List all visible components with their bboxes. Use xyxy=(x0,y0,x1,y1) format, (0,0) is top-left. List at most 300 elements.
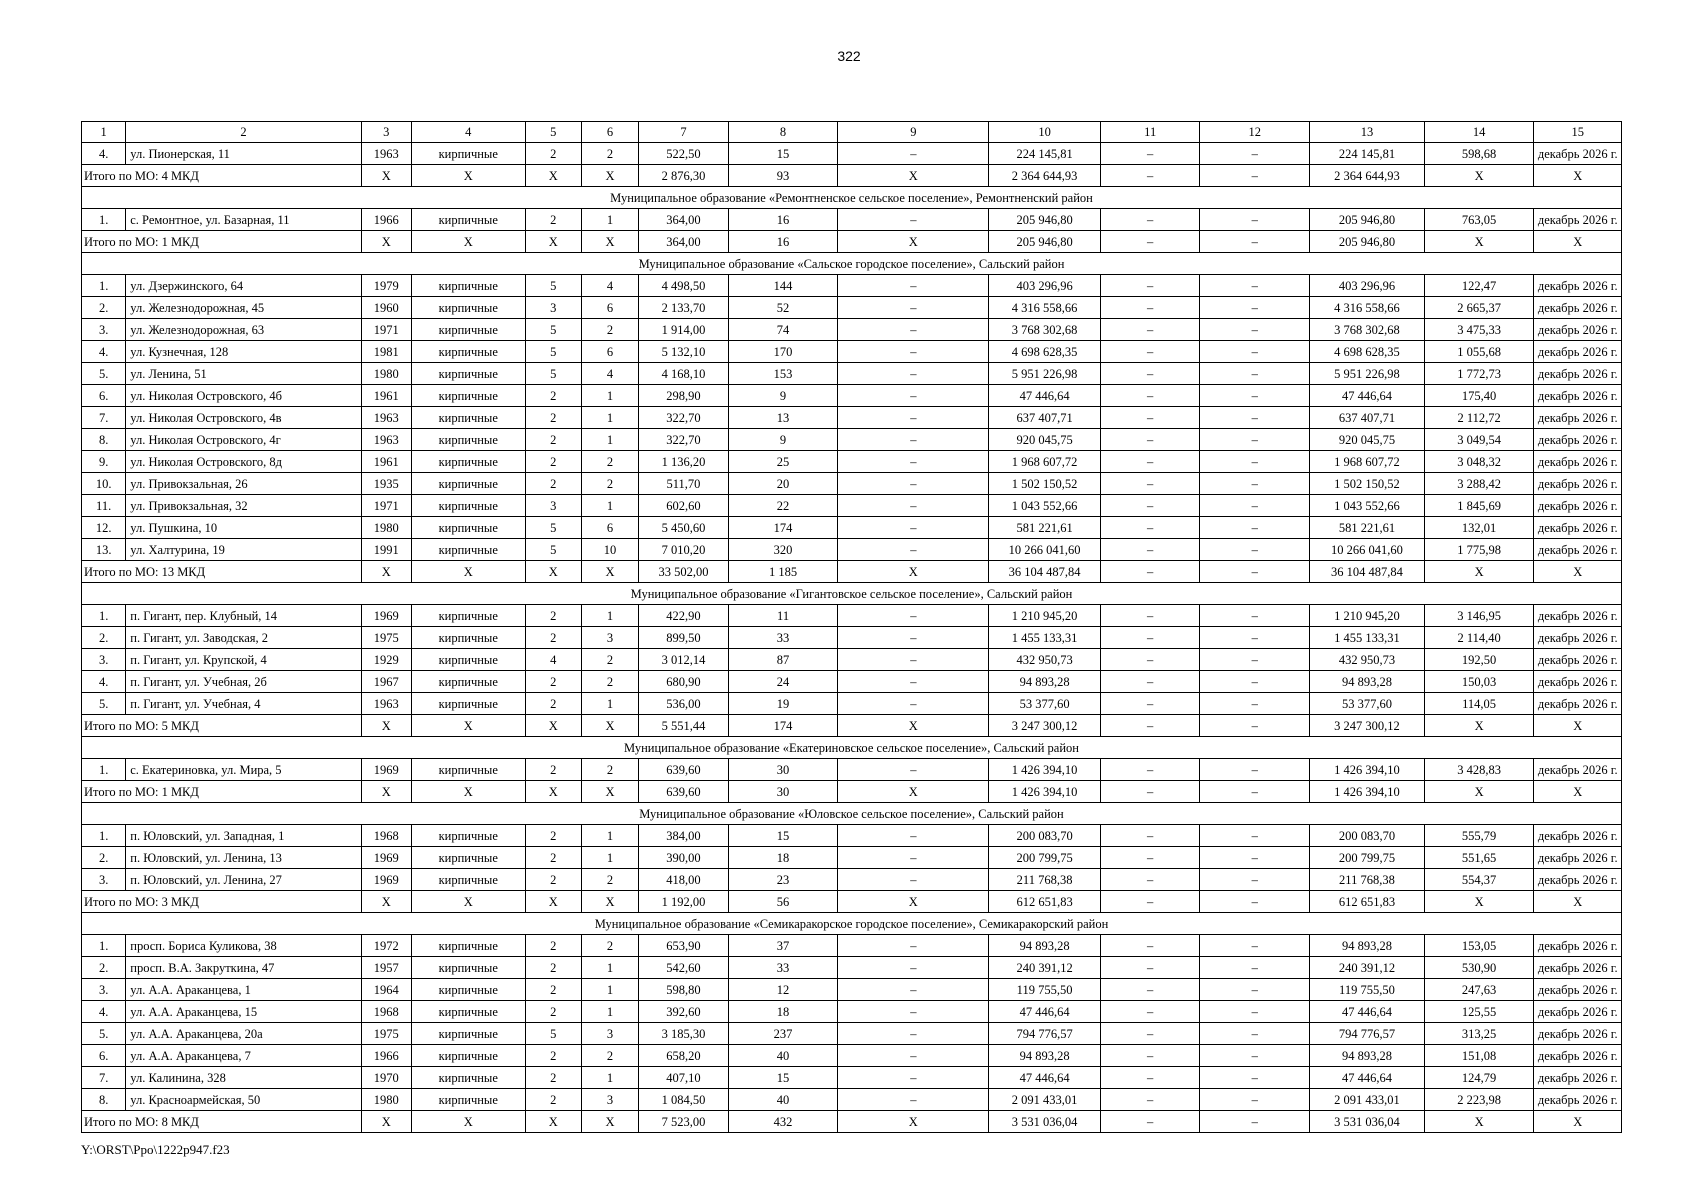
municipality-section-title: Муниципальное образование «Сальское городское поселение», Сальский район xyxy=(82,253,1622,275)
column-header-cell: 15 xyxy=(1534,122,1622,143)
table-cell: 47 446,64 xyxy=(1310,1001,1425,1023)
table-cell: – xyxy=(1100,825,1200,847)
table-cell: – xyxy=(838,297,989,319)
total-value-cell: X xyxy=(1424,781,1534,803)
address-cell: ул. Пушкина, 10 xyxy=(126,517,361,539)
table-cell: 20 xyxy=(728,473,838,495)
row-number-cell: 6. xyxy=(82,1045,126,1067)
table-cell: 23 xyxy=(728,869,838,891)
total-value-cell: 1 426 394,10 xyxy=(1310,781,1425,803)
table-cell: 551,65 xyxy=(1424,847,1534,869)
table-cell: 542,60 xyxy=(639,957,729,979)
table-cell: декабрь 2026 г. xyxy=(1534,451,1622,473)
table-cell: 1975 xyxy=(361,627,411,649)
table-cell: – xyxy=(1100,473,1200,495)
table-cell: 432 950,73 xyxy=(1310,649,1425,671)
table-cell: – xyxy=(838,1089,989,1111)
table-cell: 2 223,98 xyxy=(1424,1089,1534,1111)
table-cell: 1 455 133,31 xyxy=(989,627,1101,649)
total-value-cell: X xyxy=(525,165,581,187)
table-cell: 1 502 150,52 xyxy=(989,473,1101,495)
table-cell: 598,68 xyxy=(1424,143,1534,165)
footer-file-path: Y:\ORST\Ppo\1222p947.f23 xyxy=(81,1142,230,1157)
total-value-cell: X xyxy=(1534,231,1622,253)
municipality-section-row xyxy=(82,913,1622,935)
table-cell: – xyxy=(1100,297,1200,319)
table-cell: 205 946,80 xyxy=(1310,209,1425,231)
municipality-total-row xyxy=(82,165,1622,187)
total-value-cell: X xyxy=(1424,561,1534,583)
table-cell: 125,55 xyxy=(1424,1001,1534,1023)
municipality-total-row xyxy=(82,715,1622,737)
page-number: 322 xyxy=(837,48,861,64)
table-cell: 2 xyxy=(525,627,581,649)
table-cell: 1963 xyxy=(361,407,411,429)
total-value-cell: 205 946,80 xyxy=(1310,231,1425,253)
building-row xyxy=(82,935,1622,957)
total-value-cell: X xyxy=(838,165,989,187)
table-cell: – xyxy=(1100,693,1200,715)
table-cell: 211 768,38 xyxy=(1310,869,1425,891)
table-cell: 2 xyxy=(581,649,638,671)
total-value-cell: X xyxy=(361,891,411,913)
table-cell: 2 114,40 xyxy=(1424,627,1534,649)
table-cell: 18 xyxy=(728,847,838,869)
table-cell: – xyxy=(1100,847,1200,869)
table-cell: 1 455 133,31 xyxy=(1310,627,1425,649)
table-cell: 47 446,64 xyxy=(1310,385,1425,407)
address-cell: просп. Бориса Куликова, 38 xyxy=(126,935,361,957)
housing-repair-table xyxy=(81,121,1622,1133)
table-cell: – xyxy=(1100,979,1200,1001)
table-cell: 320 xyxy=(728,539,838,561)
table-cell: 3 xyxy=(525,297,581,319)
total-value-cell: 3 247 300,12 xyxy=(1310,715,1425,737)
table-cell: – xyxy=(1100,935,1200,957)
table-cell: 1966 xyxy=(361,1045,411,1067)
building-row xyxy=(82,297,1622,319)
building-row xyxy=(82,627,1622,649)
total-value-cell: 3 531 036,04 xyxy=(1310,1111,1425,1133)
column-header-cell: 7 xyxy=(639,122,729,143)
table-cell: – xyxy=(1200,473,1310,495)
total-value-cell: 16 xyxy=(728,231,838,253)
table-cell: 511,70 xyxy=(639,473,729,495)
building-row xyxy=(82,275,1622,297)
table-cell: – xyxy=(1200,869,1310,891)
total-value-cell: X xyxy=(581,715,638,737)
total-value-cell: 639,60 xyxy=(639,781,729,803)
building-row xyxy=(82,649,1622,671)
table-cell: 5 450,60 xyxy=(639,517,729,539)
building-row xyxy=(82,605,1622,627)
row-number-cell: 11. xyxy=(82,495,126,517)
table-cell: 30 xyxy=(728,759,838,781)
table-cell: 205 946,80 xyxy=(989,209,1101,231)
table-cell: – xyxy=(1200,539,1310,561)
total-value-cell: X xyxy=(411,891,525,913)
table-cell: 3 428,83 xyxy=(1424,759,1534,781)
table-cell: 1 xyxy=(581,1001,638,1023)
table-cell: – xyxy=(1100,517,1200,539)
table-cell: декабрь 2026 г. xyxy=(1534,385,1622,407)
table-cell: 15 xyxy=(728,143,838,165)
municipality-total-row xyxy=(82,231,1622,253)
building-row xyxy=(82,319,1622,341)
total-value-cell: 33 502,00 xyxy=(639,561,729,583)
total-value-cell: X xyxy=(838,1111,989,1133)
municipality-total-row xyxy=(82,781,1622,803)
municipality-section-row xyxy=(82,737,1622,759)
total-value-cell: X xyxy=(411,781,525,803)
municipality-section-title: Муниципальное образование «Ремонтненское сельское поселение», Ремонтненский район xyxy=(82,187,1622,209)
address-cell: ул. Халтурина, 19 xyxy=(126,539,361,561)
table-cell: 637 407,71 xyxy=(1310,407,1425,429)
table-cell: 3 xyxy=(581,1089,638,1111)
table-cell: 240 391,12 xyxy=(1310,957,1425,979)
table-cell: 3 049,54 xyxy=(1424,429,1534,451)
table-cell: 1 968 607,72 xyxy=(989,451,1101,473)
table-cell: 1 210 945,20 xyxy=(1310,605,1425,627)
total-value-cell: 612 651,83 xyxy=(989,891,1101,913)
table-cell: 2 xyxy=(525,385,581,407)
table-cell: – xyxy=(1100,341,1200,363)
column-header-cell: 13 xyxy=(1310,122,1425,143)
table-cell: кирпичные xyxy=(411,407,525,429)
building-row xyxy=(82,693,1622,715)
row-number-cell: 1. xyxy=(82,209,126,231)
total-value-cell: X xyxy=(581,781,638,803)
address-cell: ул. Привокзальная, 26 xyxy=(126,473,361,495)
table-cell: 2 xyxy=(525,451,581,473)
table-cell: кирпичные xyxy=(411,1045,525,1067)
row-number-cell: 3. xyxy=(82,649,126,671)
total-value-cell: X xyxy=(1424,231,1534,253)
table-cell: кирпичные xyxy=(411,275,525,297)
table-cell: 1 043 552,66 xyxy=(1310,495,1425,517)
table-cell: 3 xyxy=(525,495,581,517)
table-cell: – xyxy=(1100,1089,1200,1111)
row-number-cell: 3. xyxy=(82,979,126,1001)
table-cell: – xyxy=(1100,649,1200,671)
building-row xyxy=(82,451,1622,473)
table-cell: – xyxy=(1100,495,1200,517)
table-cell: 598,80 xyxy=(639,979,729,1001)
building-row xyxy=(82,1067,1622,1089)
table-cell: 153,05 xyxy=(1424,935,1534,957)
building-row xyxy=(82,671,1622,693)
column-header-cell: 8 xyxy=(728,122,838,143)
table-cell: 6 xyxy=(581,341,638,363)
table-cell: 2 xyxy=(525,1045,581,1067)
building-row xyxy=(82,957,1622,979)
table-cell: декабрь 2026 г. xyxy=(1534,979,1622,1001)
table-cell: – xyxy=(838,1045,989,1067)
building-row xyxy=(82,429,1622,451)
table-cell: – xyxy=(1200,319,1310,341)
table-cell: 5 132,10 xyxy=(639,341,729,363)
table-cell: декабрь 2026 г. xyxy=(1534,297,1622,319)
table-cell: 4 698 628,35 xyxy=(989,341,1101,363)
total-value-cell: – xyxy=(1100,715,1200,737)
table-cell: 2 xyxy=(581,759,638,781)
table-cell: – xyxy=(1200,451,1310,473)
total-value-cell: X xyxy=(581,165,638,187)
address-cell: п. Юловский, ул. Ленина, 27 xyxy=(126,869,361,891)
table-cell: 2 xyxy=(525,847,581,869)
building-row xyxy=(82,1001,1622,1023)
table-cell: 1 914,00 xyxy=(639,319,729,341)
total-value-cell: X xyxy=(525,781,581,803)
table-cell: 2 xyxy=(525,1001,581,1023)
address-cell: ул. Николая Островского, 4б xyxy=(126,385,361,407)
table-cell: 1979 xyxy=(361,275,411,297)
table-cell: – xyxy=(1100,1001,1200,1023)
table-cell: 2 665,37 xyxy=(1424,297,1534,319)
table-cell: 15 xyxy=(728,1067,838,1089)
total-value-cell: X xyxy=(361,1111,411,1133)
table-cell: декабрь 2026 г. xyxy=(1534,209,1622,231)
table-cell: 2 xyxy=(581,1045,638,1067)
municipality-section-row xyxy=(82,187,1622,209)
total-value-cell: X xyxy=(1424,1111,1534,1133)
row-number-cell: 5. xyxy=(82,363,126,385)
municipality-section-title: Муниципальное образование «Семикаракорское городское поселение», Семикаракорский район xyxy=(82,913,1622,935)
address-cell: ул. Пионерская, 11 xyxy=(126,143,361,165)
total-value-cell: – xyxy=(1100,781,1200,803)
table-cell: 1 xyxy=(581,605,638,627)
total-value-cell: 2 364 644,93 xyxy=(989,165,1101,187)
column-header-cell: 1 xyxy=(82,122,126,143)
table-cell: – xyxy=(838,1067,989,1089)
total-value-cell: X xyxy=(1424,165,1534,187)
table-cell: 175,40 xyxy=(1424,385,1534,407)
column-header-cell: 9 xyxy=(838,122,989,143)
table-cell: 522,50 xyxy=(639,143,729,165)
building-row xyxy=(82,1045,1622,1067)
address-cell: п. Гигант, ул. Учебная, 4 xyxy=(126,693,361,715)
row-number-cell: 1. xyxy=(82,275,126,297)
table-cell: 6 xyxy=(581,517,638,539)
table-cell: декабрь 2026 г. xyxy=(1534,319,1622,341)
table-cell: 94 893,28 xyxy=(1310,1045,1425,1067)
total-value-cell: 1 426 394,10 xyxy=(989,781,1101,803)
address-cell: ул. Николая Островского, 4в xyxy=(126,407,361,429)
table-cell: декабрь 2026 г. xyxy=(1534,759,1622,781)
table-cell: 5 xyxy=(525,1023,581,1045)
building-row xyxy=(82,517,1622,539)
address-cell: ул. А.А. Араканцева, 15 xyxy=(126,1001,361,1023)
table-cell: 10 266 041,60 xyxy=(1310,539,1425,561)
total-label-cell: Итого по МО: 1 МКД xyxy=(82,231,362,253)
table-cell: 4 316 558,66 xyxy=(989,297,1101,319)
row-number-cell: 4. xyxy=(82,671,126,693)
total-value-cell: X xyxy=(1424,891,1534,913)
table-cell: 5 xyxy=(525,517,581,539)
total-value-cell: – xyxy=(1200,781,1310,803)
table-cell: – xyxy=(1200,627,1310,649)
total-value-cell: X xyxy=(838,715,989,737)
table-cell: 1967 xyxy=(361,671,411,693)
table-cell: 3 288,42 xyxy=(1424,473,1534,495)
table-cell: – xyxy=(838,605,989,627)
table-cell: 1969 xyxy=(361,847,411,869)
table-cell: 1969 xyxy=(361,759,411,781)
table-cell: 170 xyxy=(728,341,838,363)
table-cell: 1963 xyxy=(361,693,411,715)
table-cell: 3 xyxy=(581,1023,638,1045)
table-cell: – xyxy=(1100,363,1200,385)
total-value-cell: 36 104 487,84 xyxy=(989,561,1101,583)
table-cell: 1969 xyxy=(361,869,411,891)
table-cell: 94 893,28 xyxy=(1310,671,1425,693)
total-label-cell: Итого по МО: 5 МКД xyxy=(82,715,362,737)
total-value-cell: 3 247 300,12 xyxy=(989,715,1101,737)
table-cell: – xyxy=(1200,1001,1310,1023)
table-cell: 211 768,38 xyxy=(989,869,1101,891)
table-cell: – xyxy=(1200,385,1310,407)
table-cell: 1968 xyxy=(361,825,411,847)
municipality-section-title: Муниципальное образование «Гигантовское сельское поселение», Сальский район xyxy=(82,583,1622,605)
table-cell: 1 084,50 xyxy=(639,1089,729,1111)
table-cell: – xyxy=(838,473,989,495)
table-cell: 11 xyxy=(728,605,838,627)
row-number-cell: 12. xyxy=(82,517,126,539)
total-value-cell: 432 xyxy=(728,1111,838,1133)
table-cell: – xyxy=(1200,429,1310,451)
table-cell: – xyxy=(838,957,989,979)
table-cell: 150,03 xyxy=(1424,671,1534,693)
table-cell: декабрь 2026 г. xyxy=(1534,539,1622,561)
table-cell: 10 266 041,60 xyxy=(989,539,1101,561)
building-row xyxy=(82,407,1622,429)
table-cell: 2 xyxy=(525,979,581,1001)
building-row xyxy=(82,473,1622,495)
table-cell: 19 xyxy=(728,693,838,715)
row-number-cell: 1. xyxy=(82,935,126,957)
table-cell: 40 xyxy=(728,1089,838,1111)
row-number-cell: 2. xyxy=(82,847,126,869)
total-value-cell: X xyxy=(411,231,525,253)
total-value-cell: X xyxy=(581,891,638,913)
table-cell: 25 xyxy=(728,451,838,473)
table-cell: 1969 xyxy=(361,605,411,627)
table-cell: кирпичные xyxy=(411,451,525,473)
table-cell: 94 893,28 xyxy=(989,935,1101,957)
table-cell: декабрь 2026 г. xyxy=(1534,1023,1622,1045)
total-label-cell: Итого по МО: 3 МКД xyxy=(82,891,362,913)
table-cell: кирпичные xyxy=(411,825,525,847)
table-cell: 392,60 xyxy=(639,1001,729,1023)
table-cell: 1991 xyxy=(361,539,411,561)
table-cell: 15 xyxy=(728,825,838,847)
column-header-cell: 12 xyxy=(1200,122,1310,143)
row-number-cell: 1. xyxy=(82,605,126,627)
table-cell: – xyxy=(1100,869,1200,891)
table-cell: 1980 xyxy=(361,1089,411,1111)
table-cell: 1963 xyxy=(361,429,411,451)
table-cell: – xyxy=(1100,1045,1200,1067)
table-cell: 763,05 xyxy=(1424,209,1534,231)
column-header-cell: 10 xyxy=(989,122,1101,143)
table-cell: 224 145,81 xyxy=(1310,143,1425,165)
total-value-cell: 7 523,00 xyxy=(639,1111,729,1133)
table-cell: – xyxy=(838,869,989,891)
address-cell: с. Ремонтное, ул. Базарная, 11 xyxy=(126,209,361,231)
table-cell: 1960 xyxy=(361,297,411,319)
total-value-cell: – xyxy=(1100,561,1200,583)
table-cell: 3 012,14 xyxy=(639,649,729,671)
building-row xyxy=(82,385,1622,407)
table-cell: 1975 xyxy=(361,1023,411,1045)
total-value-cell: X xyxy=(581,231,638,253)
table-cell: 920 045,75 xyxy=(989,429,1101,451)
table-cell: кирпичные xyxy=(411,605,525,627)
table-cell: декабрь 2026 г. xyxy=(1534,605,1622,627)
table-cell: 1 055,68 xyxy=(1424,341,1534,363)
table-cell: 47 446,64 xyxy=(989,385,1101,407)
table-cell: 2 xyxy=(525,957,581,979)
building-row xyxy=(82,847,1622,869)
table-cell: 602,60 xyxy=(639,495,729,517)
table-cell: 555,79 xyxy=(1424,825,1534,847)
table-cell: – xyxy=(838,275,989,297)
table-cell: 114,05 xyxy=(1424,693,1534,715)
table-cell: кирпичные xyxy=(411,693,525,715)
table-cell: 119 755,50 xyxy=(1310,979,1425,1001)
table-cell: 174 xyxy=(728,517,838,539)
table-cell: кирпичные xyxy=(411,979,525,1001)
table-cell: 2 091 433,01 xyxy=(989,1089,1101,1111)
table-cell: кирпичные xyxy=(411,495,525,517)
table-cell: 10 xyxy=(581,539,638,561)
table-cell: – xyxy=(1200,825,1310,847)
total-value-cell: X xyxy=(838,781,989,803)
table-cell: 40 xyxy=(728,1045,838,1067)
table-cell: – xyxy=(838,935,989,957)
table-cell: 1 772,73 xyxy=(1424,363,1534,385)
table-cell: декабрь 2026 г. xyxy=(1534,1045,1622,1067)
table-cell: – xyxy=(1100,627,1200,649)
table-cell: 200 083,70 xyxy=(1310,825,1425,847)
table-cell: 653,90 xyxy=(639,935,729,957)
total-value-cell: X xyxy=(1534,165,1622,187)
address-cell: ул. Привокзальная, 32 xyxy=(126,495,361,517)
address-cell: ул. Николая Островского, 8д xyxy=(126,451,361,473)
table-cell: – xyxy=(1100,671,1200,693)
table-cell: 418,00 xyxy=(639,869,729,891)
table-cell: 1980 xyxy=(361,363,411,385)
table-cell: 9 xyxy=(728,429,838,451)
table-cell: 237 xyxy=(728,1023,838,1045)
building-row xyxy=(82,759,1622,781)
total-value-cell: 612 651,83 xyxy=(1310,891,1425,913)
table-cell: 536,00 xyxy=(639,693,729,715)
table-cell: 1980 xyxy=(361,517,411,539)
table-cell: 2 xyxy=(525,1089,581,1111)
table-cell: 403 296,96 xyxy=(1310,275,1425,297)
table-cell: – xyxy=(1100,429,1200,451)
table-cell: 3 048,32 xyxy=(1424,451,1534,473)
total-value-cell: – xyxy=(1100,231,1200,253)
total-value-cell: – xyxy=(1100,165,1200,187)
building-row xyxy=(82,1089,1622,1111)
table-cell: – xyxy=(1200,407,1310,429)
table-cell: 4 498,50 xyxy=(639,275,729,297)
municipality-total-row xyxy=(82,561,1622,583)
column-header-cell: 3 xyxy=(361,122,411,143)
table-cell: – xyxy=(838,451,989,473)
